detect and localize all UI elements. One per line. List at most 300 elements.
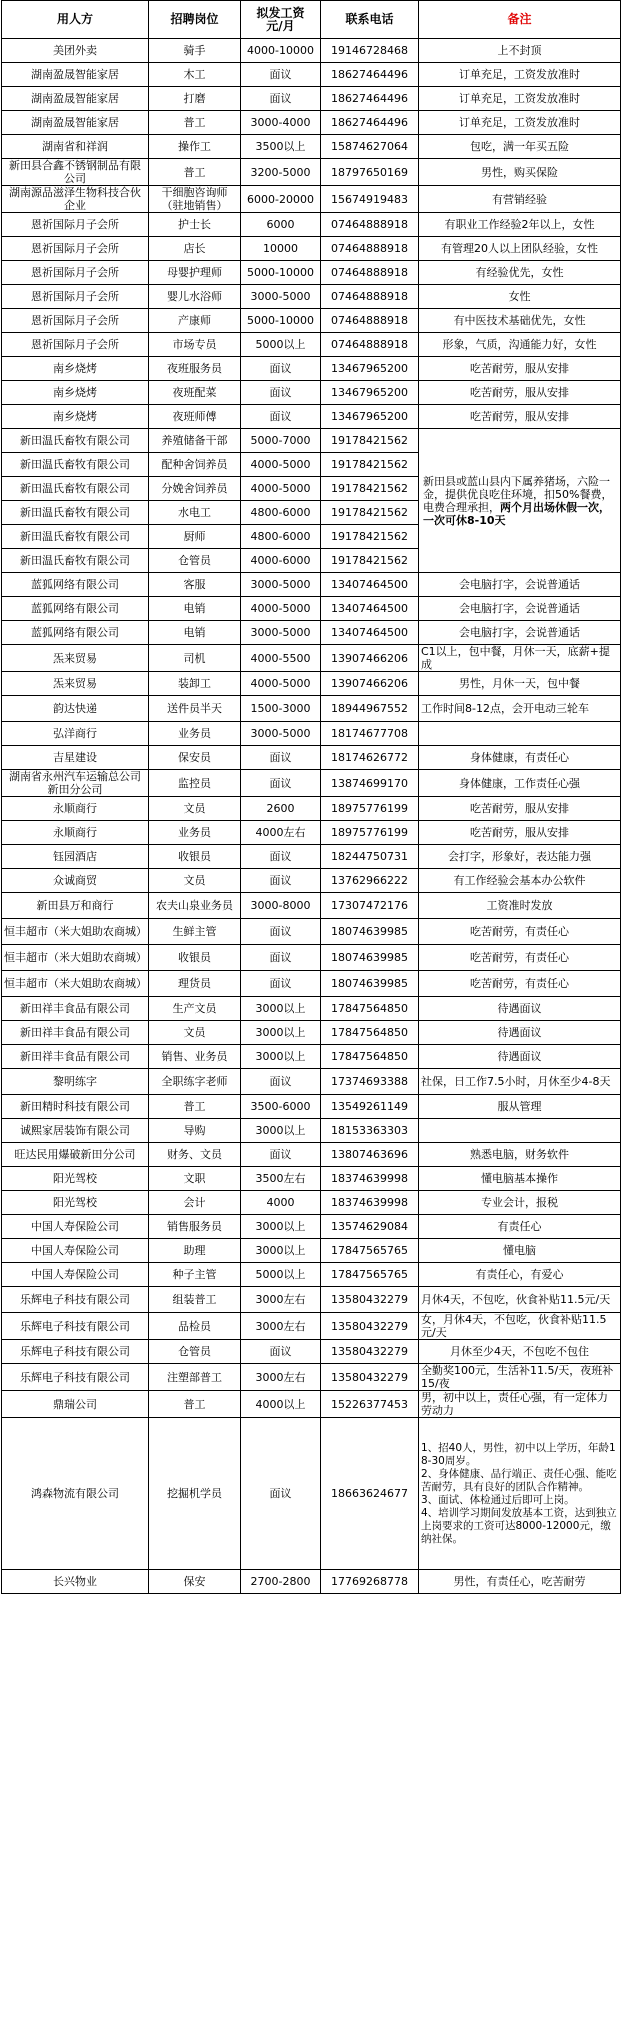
cell-company: 钰园酒店 <box>2 845 149 869</box>
cell-phone: 17847565765 <box>321 1263 419 1287</box>
cell-note: 男性，有责任心，吃苦耐劳 <box>419 1570 621 1594</box>
cell-note: 男性，购买保险 <box>419 159 621 186</box>
cell-phone: 07464888918 <box>321 309 419 333</box>
cell-salary: 3500以上 <box>241 135 321 159</box>
table-row <box>2 1364 621 1391</box>
cell-salary: 面议 <box>241 1418 321 1570</box>
cell-note: 会电脑打字，会说普通话 <box>419 597 621 621</box>
table-row <box>2 1215 621 1239</box>
cell-salary: 3000以上 <box>241 1021 321 1045</box>
cell-company: 新田县合鑫不锈钢制品有限公司 <box>2 159 149 186</box>
cell-salary: 面议 <box>241 945 321 971</box>
cell-phone: 18627464496 <box>321 87 419 111</box>
cell-note: 全勤奖100元，生活补11.5/天，夜班补15/夜 <box>419 1364 621 1391</box>
cell-phone: 17847564850 <box>321 1021 419 1045</box>
cell-salary: 面议 <box>241 381 321 405</box>
cell-note: 订单充足，工资发放准时 <box>419 87 621 111</box>
cell-phone: 13467965200 <box>321 357 419 381</box>
cell-salary: 5000以上 <box>241 1263 321 1287</box>
cell-company: 蓝狐网络有限公司 <box>2 573 149 597</box>
cell-position: 文员 <box>149 1021 241 1045</box>
cell-company: 美团外卖 <box>2 39 149 63</box>
cell-position: 产康师 <box>149 309 241 333</box>
cell-position: 生鲜主管 <box>149 919 241 945</box>
cell-salary: 3000以上 <box>241 1119 321 1143</box>
cell-position: 护士长 <box>149 213 241 237</box>
cell-note: 女性 <box>419 285 621 309</box>
table-row <box>2 1191 621 1215</box>
cell-phone: 07464888918 <box>321 333 419 357</box>
cell-note: 工资准时发放 <box>419 893 621 919</box>
cell-company: 恒丰超市（米大姐助农商城） <box>2 971 149 997</box>
cell-note: 待遇面议 <box>419 997 621 1021</box>
cell-note: 形象，气质，沟通能力好，女性 <box>419 333 621 357</box>
cell-position: 骑手 <box>149 39 241 63</box>
cell-position: 普工 <box>149 111 241 135</box>
cell-position: 种子主管 <box>149 1263 241 1287</box>
table-row <box>2 429 621 453</box>
cell-company: 永顺商行 <box>2 821 149 845</box>
cell-company: 新田祥丰食品有限公司 <box>2 997 149 1021</box>
cell-position: 装卸工 <box>149 672 241 696</box>
cell-company: 恩祈国际月子会所 <box>2 213 149 237</box>
header-salary: 拟发工资 元/月 <box>241 1 321 39</box>
cell-company: 新田温氏畜牧有限公司 <box>2 453 149 477</box>
cell-phone: 19178421562 <box>321 501 419 525</box>
cell-note: 社保，日工作7.5小时，月休至少4-8天 <box>419 1069 621 1095</box>
header-note: 备注 <box>419 1 621 39</box>
cell-company: 弘洋商行 <box>2 722 149 746</box>
cell-phone: 13467965200 <box>321 381 419 405</box>
cell-company: 湖南源品滋泽生物科技合伙企业 <box>2 186 149 213</box>
cell-company: 乐辉电子科技有限公司 <box>2 1364 149 1391</box>
cell-note: 会电脑打字，会说普通话 <box>419 573 621 597</box>
cell-position: 夜班师傅 <box>149 405 241 429</box>
cell-company: 南乡烧烤 <box>2 357 149 381</box>
cell-company: 新田温氏畜牧有限公司 <box>2 477 149 501</box>
cell-position: 配种舍饲养员 <box>149 453 241 477</box>
cell-phone: 15874627064 <box>321 135 419 159</box>
cell-position: 婴儿水浴师 <box>149 285 241 309</box>
cell-company: 南乡烧烤 <box>2 381 149 405</box>
cell-position: 文员 <box>149 797 241 821</box>
merged-note-text: 新田县或蓝山县内下属养猪场，六险一金，提供优良吃住环境，扣50%餐费，电费合理承担， <box>423 474 613 514</box>
cell-phone: 18663624677 <box>321 1418 419 1570</box>
cell-salary: 3000-5000 <box>241 722 321 746</box>
table-row <box>2 672 621 696</box>
cell-salary: 3500-6000 <box>241 1095 321 1119</box>
cell-note: 订单充足，工资发放准时 <box>419 111 621 135</box>
cell-note: 有经验优先，女性 <box>419 261 621 285</box>
cell-salary: 4000-10000 <box>241 39 321 63</box>
cell-salary: 面议 <box>241 87 321 111</box>
table-row <box>2 621 621 645</box>
cell-company: 新田县万和商行 <box>2 893 149 919</box>
cell-position: 养殖储备干部 <box>149 429 241 453</box>
table-row <box>2 1069 621 1095</box>
cell-phone: 18074639985 <box>321 971 419 997</box>
cell-phone: 13907466206 <box>321 645 419 672</box>
cell-note: 吃苦耐劳，服从安排 <box>419 357 621 381</box>
cell-position: 普工 <box>149 1095 241 1119</box>
cell-salary: 3000-4000 <box>241 111 321 135</box>
cell-note: 专业会计，报税 <box>419 1191 621 1215</box>
cell-position: 保安 <box>149 1570 241 1594</box>
cell-phone: 17769268778 <box>321 1570 419 1594</box>
cell-note: 有中医技术基础优先，女性 <box>419 309 621 333</box>
cell-salary: 面议 <box>241 1340 321 1364</box>
cell-salary: 6000-20000 <box>241 186 321 213</box>
cell-phone: 15674919483 <box>321 186 419 213</box>
cell-phone: 13407464500 <box>321 621 419 645</box>
cell-company: 中国人寿保险公司 <box>2 1239 149 1263</box>
cell-position: 市场专员 <box>149 333 241 357</box>
header-phone: 联系电话 <box>321 1 419 39</box>
cell-company: 湖南盈晟智能家居 <box>2 63 149 87</box>
cell-salary: 3000左右 <box>241 1287 321 1313</box>
cell-position: 电销 <box>149 597 241 621</box>
cell-company: 乐辉电子科技有限公司 <box>2 1340 149 1364</box>
cell-company: 恒丰超市（米大姐助农商城） <box>2 919 149 945</box>
cell-note: 工作时间8-12点，会开电动三轮车 <box>419 696 621 722</box>
cell-position: 理货员 <box>149 971 241 997</box>
cell-position: 仓管员 <box>149 549 241 573</box>
table-row <box>2 696 621 722</box>
cell-salary: 3000-5000 <box>241 621 321 645</box>
cell-note: 吃苦耐劳，有责任心 <box>419 945 621 971</box>
cell-phone: 18174677708 <box>321 722 419 746</box>
cell-position: 业务员 <box>149 722 241 746</box>
table-row <box>2 135 621 159</box>
cell-position: 财务、文员 <box>149 1143 241 1167</box>
cell-note: 月休至少4天，不包吃不包住 <box>419 1340 621 1364</box>
cell-position: 业务员 <box>149 821 241 845</box>
cell-company: 湖南盈晟智能家居 <box>2 111 149 135</box>
cell-position: 厨师 <box>149 525 241 549</box>
table-row <box>2 1263 621 1287</box>
table-row <box>2 1570 621 1594</box>
table-body <box>2 39 621 1594</box>
table-row <box>2 237 621 261</box>
cell-phone: 13580432279 <box>321 1313 419 1340</box>
cell-phone: 13574629084 <box>321 1215 419 1239</box>
cell-note <box>419 722 621 746</box>
cell-company: 中国人寿保险公司 <box>2 1215 149 1239</box>
cell-position: 注塑部普工 <box>149 1364 241 1391</box>
cell-phone: 13407464500 <box>321 597 419 621</box>
cell-note: 男性，月休一天，包中餐 <box>419 672 621 696</box>
cell-phone: 13762966222 <box>321 869 419 893</box>
table-row <box>2 285 621 309</box>
cell-position: 分娩舍饲养员 <box>149 477 241 501</box>
cell-phone: 17847565765 <box>321 1239 419 1263</box>
cell-salary: 3000-5000 <box>241 285 321 309</box>
cell-position: 组装普工 <box>149 1287 241 1313</box>
table-row <box>2 971 621 997</box>
cell-phone: 19178421562 <box>321 525 419 549</box>
cell-phone: 18627464496 <box>321 63 419 87</box>
cell-salary: 2600 <box>241 797 321 821</box>
cell-phone: 07464888918 <box>321 285 419 309</box>
cell-note: 待遇面议 <box>419 1021 621 1045</box>
cell-phone: 17847564850 <box>321 1045 419 1069</box>
table-row <box>2 945 621 971</box>
cell-phone: 18374639998 <box>321 1191 419 1215</box>
cell-salary: 1500-3000 <box>241 696 321 722</box>
cell-salary: 面议 <box>241 845 321 869</box>
cell-company: 湖南盈晟智能家居 <box>2 87 149 111</box>
cell-position: 客服 <box>149 573 241 597</box>
cell-note <box>419 1119 621 1143</box>
cell-company: 新田祥丰食品有限公司 <box>2 1045 149 1069</box>
cell-phone: 07464888918 <box>321 213 419 237</box>
cell-note: 有责任心，有爱心 <box>419 1263 621 1287</box>
cell-note: 月休4天，不包吃，伙食补贴11.5元/天 <box>419 1287 621 1313</box>
cell-note: 懂电脑 <box>419 1239 621 1263</box>
table-row <box>2 39 621 63</box>
cell-position: 夜班服务员 <box>149 357 241 381</box>
cell-company: 乐辉电子科技有限公司 <box>2 1313 149 1340</box>
cell-position: 司机 <box>149 645 241 672</box>
cell-position: 全职练字老师 <box>149 1069 241 1095</box>
cell-company: 新田祥丰食品有限公司 <box>2 1021 149 1045</box>
cell-salary: 5000-7000 <box>241 429 321 453</box>
table-row <box>2 1313 621 1340</box>
cell-phone: 18153363303 <box>321 1119 419 1143</box>
cell-position: 生产文员 <box>149 997 241 1021</box>
table-row <box>2 1143 621 1167</box>
cell-note-merged <box>419 429 621 573</box>
cell-position: 监控员 <box>149 770 241 797</box>
cell-note: 包吃，满一年买五险 <box>419 135 621 159</box>
table-row <box>2 746 621 770</box>
cell-salary: 3000-8000 <box>241 893 321 919</box>
cell-phone: 18975776199 <box>321 797 419 821</box>
cell-salary: 面议 <box>241 770 321 797</box>
cell-phone: 17307472176 <box>321 893 419 919</box>
cell-phone: 15226377453 <box>321 1391 419 1418</box>
table-row <box>2 357 621 381</box>
table-row <box>2 1340 621 1364</box>
cell-phone: 18074639985 <box>321 945 419 971</box>
cell-phone: 13874699170 <box>321 770 419 797</box>
cell-phone: 19178421562 <box>321 549 419 573</box>
cell-company: 湖南省永州汽车运输总公司新田分公司 <box>2 770 149 797</box>
cell-phone: 18944967552 <box>321 696 419 722</box>
cell-company: 炁来贸易 <box>2 645 149 672</box>
table-row <box>2 1021 621 1045</box>
cell-note: 服从管理 <box>419 1095 621 1119</box>
cell-position: 挖掘机学员 <box>149 1418 241 1570</box>
cell-salary: 5000-10000 <box>241 261 321 285</box>
cell-note: 男，初中以上，责任心强，有一定体力劳动力 <box>419 1391 621 1418</box>
cell-position: 导购 <box>149 1119 241 1143</box>
cell-position: 电销 <box>149 621 241 645</box>
cell-phone: 19146728468 <box>321 39 419 63</box>
cell-note: 身体健康，有责任心 <box>419 746 621 770</box>
table-row <box>2 1095 621 1119</box>
cell-phone: 18374639998 <box>321 1167 419 1191</box>
cell-phone: 18975776199 <box>321 821 419 845</box>
cell-company: 阳光驾校 <box>2 1167 149 1191</box>
cell-company: 南乡烧烤 <box>2 405 149 429</box>
cell-phone: 19178421562 <box>321 429 419 453</box>
table-row <box>2 797 621 821</box>
cell-note: 会打字，形象好，表达能力强 <box>419 845 621 869</box>
table-row <box>2 111 621 135</box>
cell-note: 有管理20人以上团队经验，女性 <box>419 237 621 261</box>
cell-position: 水电工 <box>149 501 241 525</box>
table-row <box>2 1239 621 1263</box>
cell-company: 新田温氏畜牧有限公司 <box>2 525 149 549</box>
cell-salary: 面议 <box>241 869 321 893</box>
cell-salary: 4000左右 <box>241 821 321 845</box>
cell-phone: 13467965200 <box>321 405 419 429</box>
cell-salary: 3000以上 <box>241 1239 321 1263</box>
cell-note: 吃苦耐劳，服从安排 <box>419 821 621 845</box>
cell-company: 众诚商贸 <box>2 869 149 893</box>
cell-salary: 3000左右 <box>241 1364 321 1391</box>
cell-salary: 2700-2800 <box>241 1570 321 1594</box>
cell-phone: 13807463696 <box>321 1143 419 1167</box>
cell-position: 文员 <box>149 869 241 893</box>
header-position: 招聘岗位 <box>149 1 241 39</box>
table-row <box>2 159 621 186</box>
cell-salary: 3000-5000 <box>241 573 321 597</box>
cell-salary: 4000以上 <box>241 1391 321 1418</box>
table-row <box>2 869 621 893</box>
cell-note: 吃苦耐劳，服从安排 <box>419 405 621 429</box>
cell-salary: 3000以上 <box>241 1215 321 1239</box>
cell-salary: 面议 <box>241 63 321 87</box>
cell-position: 收银员 <box>149 845 241 869</box>
cell-salary: 4000-6000 <box>241 549 321 573</box>
cell-salary: 6000 <box>241 213 321 237</box>
table-row <box>2 405 621 429</box>
cell-note: 吃苦耐劳，服从安排 <box>419 797 621 821</box>
cell-position: 收银员 <box>149 945 241 971</box>
cell-phone: 18244750731 <box>321 845 419 869</box>
cell-note: 有营销经验 <box>419 186 621 213</box>
table-row <box>2 1418 621 1570</box>
cell-salary: 4000-5000 <box>241 453 321 477</box>
cell-position: 母婴护理师 <box>149 261 241 285</box>
table-row <box>2 770 621 797</box>
cell-note: C1以上，包中餐，月休一天，底薪+提成 <box>419 645 621 672</box>
table-row <box>2 381 621 405</box>
cell-phone: 13580432279 <box>321 1340 419 1364</box>
cell-note: 有责任心 <box>419 1215 621 1239</box>
cell-salary: 3000左右 <box>241 1313 321 1340</box>
cell-position: 店长 <box>149 237 241 261</box>
table-row <box>2 893 621 919</box>
cell-note: 1、招40人，男性，初中以上学历，年龄18-30周岁。 2、身体健康、品行端正、责任心强、能吃苦耐劳，具有良好的团队合作精神。 3、面试、体检通过后即可上岗。 4、培训学习期间发放基本工资，达到独立上岗要求的工资可达8000-12000元，缴纳社保。 <box>419 1418 621 1570</box>
cell-phone: 17847564850 <box>321 997 419 1021</box>
cell-salary: 4800-6000 <box>241 525 321 549</box>
cell-note: 订单充足，工资发放准时 <box>419 63 621 87</box>
table-row <box>2 333 621 357</box>
cell-note: 熟悉电脑，财务软件 <box>419 1143 621 1167</box>
cell-company: 诚熙家居装饰有限公司 <box>2 1119 149 1143</box>
cell-note: 上不封顶 <box>419 39 621 63</box>
cell-position: 木工 <box>149 63 241 87</box>
cell-phone: 07464888918 <box>321 237 419 261</box>
table-row <box>2 1167 621 1191</box>
cell-company: 蓝狐网络有限公司 <box>2 621 149 645</box>
table-row <box>2 722 621 746</box>
cell-salary: 面议 <box>241 971 321 997</box>
header-company: 用人方 <box>2 1 149 39</box>
cell-note: 身体健康，工作责任心强 <box>419 770 621 797</box>
cell-salary: 面议 <box>241 919 321 945</box>
cell-position: 普工 <box>149 159 241 186</box>
cell-position: 送件员半天 <box>149 696 241 722</box>
cell-salary: 4000-5000 <box>241 672 321 696</box>
table-row <box>2 997 621 1021</box>
cell-phone: 19178421562 <box>321 477 419 501</box>
cell-phone: 07464888918 <box>321 261 419 285</box>
cell-company: 恩祈国际月子会所 <box>2 261 149 285</box>
cell-position: 销售、业务员 <box>149 1045 241 1069</box>
table-row <box>2 309 621 333</box>
cell-note: 懂电脑基本操作 <box>419 1167 621 1191</box>
table-row <box>2 597 621 621</box>
cell-company: 恩祈国际月子会所 <box>2 285 149 309</box>
cell-company: 新田温氏畜牧有限公司 <box>2 429 149 453</box>
cell-salary: 10000 <box>241 237 321 261</box>
cell-position: 普工 <box>149 1391 241 1418</box>
cell-phone: 13549261149 <box>321 1095 419 1119</box>
cell-company: 永顺商行 <box>2 797 149 821</box>
cell-note: 女，月休4天，不包吃，伙食补贴11.5元/天 <box>419 1313 621 1340</box>
cell-phone: 18074639985 <box>321 919 419 945</box>
cell-salary: 3500左右 <box>241 1167 321 1191</box>
cell-phone: 18627464496 <box>321 111 419 135</box>
cell-company: 恩祈国际月子会所 <box>2 237 149 261</box>
table-row <box>2 845 621 869</box>
jobs-table <box>1 0 621 1594</box>
cell-note: 有工作经验会基本办公软件 <box>419 869 621 893</box>
cell-salary: 面议 <box>241 746 321 770</box>
cell-company: 吉星建设 <box>2 746 149 770</box>
cell-position: 夜班配菜 <box>149 381 241 405</box>
cell-note: 吃苦耐劳，有责任心 <box>419 919 621 945</box>
table-row <box>2 1287 621 1313</box>
cell-position: 文职 <box>149 1167 241 1191</box>
cell-salary: 3000以上 <box>241 997 321 1021</box>
table-row <box>2 63 621 87</box>
cell-phone: 18797650169 <box>321 159 419 186</box>
table-row <box>2 1391 621 1418</box>
table-row <box>2 186 621 213</box>
cell-company: 鼎瑞公司 <box>2 1391 149 1418</box>
cell-phone: 13580432279 <box>321 1364 419 1391</box>
table-row <box>2 261 621 285</box>
cell-company: 长兴物业 <box>2 1570 149 1594</box>
cell-note: 有职业工作经验2年以上，女性 <box>419 213 621 237</box>
cell-position: 助理 <box>149 1239 241 1263</box>
cell-company: 韵达快递 <box>2 696 149 722</box>
table-row <box>2 919 621 945</box>
cell-note: 吃苦耐劳，服从安排 <box>419 381 621 405</box>
cell-phone: 17374693388 <box>321 1069 419 1095</box>
cell-salary: 4000-5000 <box>241 477 321 501</box>
cell-phone: 13407464500 <box>321 573 419 597</box>
cell-salary: 面议 <box>241 1069 321 1095</box>
cell-company: 恩祈国际月子会所 <box>2 309 149 333</box>
cell-phone: 13580432279 <box>321 1287 419 1313</box>
cell-position: 打磨 <box>149 87 241 111</box>
